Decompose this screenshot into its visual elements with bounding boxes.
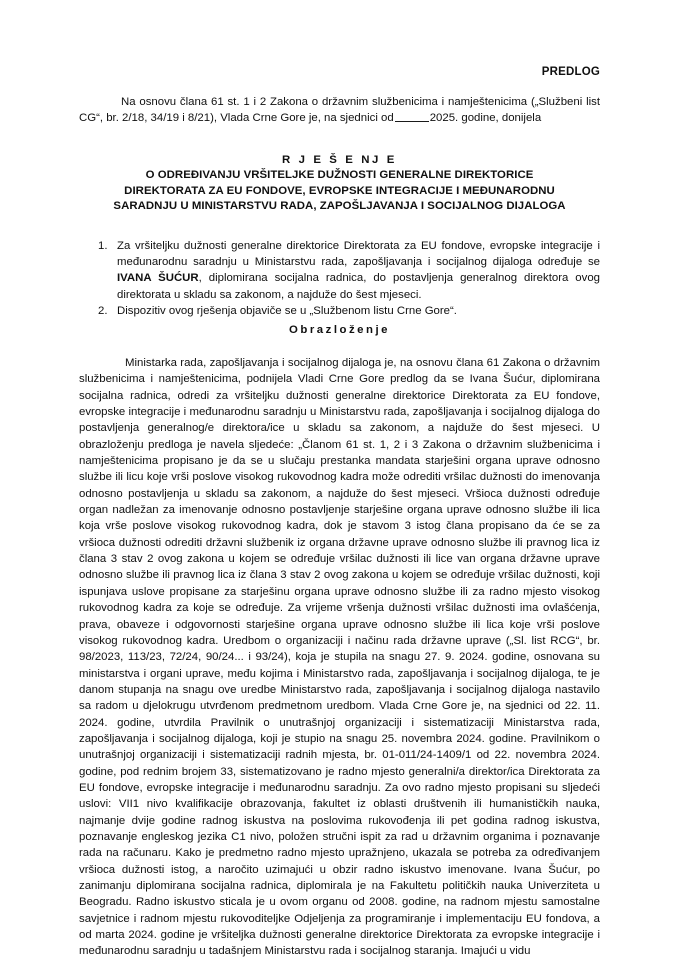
date-blank-fill-in xyxy=(395,121,429,122)
list-item-body: Dispozitiv ovog rješenja objaviče se u „Službenom listu Crne Gore“. xyxy=(117,304,457,317)
preamble-text-part-1: Na osnovu člana 61 st. 1 i 2 Zakona o državnim službenicima i namještenicima („Službeni list CG“, br. 2/18, 34/19 i 8/21), Vlada Crne Gore je, na sjednici od xyxy=(79,96,600,125)
decree-title-line-3: SARADNJU U MINISTARSTVU RADA, ZAPOŠLJAVANJA I SOCIJALNOG DIJALOGA xyxy=(113,200,566,213)
list-item-text-after-name: , diplomirana socijalna radnica, do postavljenja generalnog direktora ovog direktorata u skladu sa zakonom, a najduže do šest mjeseci. xyxy=(117,272,600,301)
document-header-label: PREDLOG xyxy=(541,66,600,78)
list-item xyxy=(79,238,600,303)
explanation-heading: Obrazloženje xyxy=(289,324,390,336)
decision-list xyxy=(79,238,600,319)
appointee-name: IVANA ŠUĆUR xyxy=(117,272,199,285)
list-item-text-before-name: Za vršiteljku dužnosti generalne direktorice Direktorata za EU fondove, evropske integracije i međunarodnu saradnju u Ministarstvu rada, zapošljavanja i socijalnog dijaloga određuje se xyxy=(117,240,600,269)
explanation-body-paragraph: Ministarka rada, zapošljavanja i socijalnog dijaloga je, na osnovu člana 61 Zakona o državnim službenicima i namještenicima, podnijela Vladi Crne Gore predlog da se Ivana Šućur, diplomirana socijalna radnica, odredi za vršiteljku dužnosti generalne direktorice Direktorata za EU fondove, evropske integracije i međunarodnu saradnju u Ministarstvu rada, zapošljavanja i socijalnog dijaloga do postavljenja generalnog/e direktora/ice u skladu sa zakonom, a najduže do šest mjeseci. U obrazloženju predloga je navela sljedeće: „Članom 61 st. 1, 2 i 3 Zakona o državnim službenicima i namještenicima propisano je da se u slučaju prestanka mandata starješini organa uprave odnosno službe ili licu koje vrši poslove visokog rukovodnog kadra može odrediti vršilac dužnosti do imenovanja odnosno postavljenja u skladu sa zakonom, a najduže do šest mjeseci. Vršioca dužnosti određuje organ nadležan za imenovanje odnosno postavljenje starješine organa uprave odnosno službe ili lica koja vrše poslove visokog rukovodnog kadra, dok je stavom 3 istog člana propisano da će se za vršioca dužnosti odrediti državni službenik iz organa državne uprave odnosno službe ili pravnog lica iz člana 3 stav 2 ovog zakona u kojem se određuje vršilac dužnosti ili lice van organa državne uprave odnosno službe ili pravnog lica iz člana 3 stav 2 ovog zakona u kojem se određuje vršilac dužnosti, koji ispunjava uslove propisane za starješinu organa uprave odnosno službe ili za radno mjesto visokog rukovodnog kadra za koje se određuje. Za vrijeme vršenja dužnosti vršilac dužnosti ima ovlašćenja, prava, obaveze i odgovornosti starješine organa uprave odnosno službe ili lica koje vrši poslove visokog rukovodnog kadra. Uredbom o organizaciji i načinu rada državne uprave („Sl. list RCG“, br. 98/2023, 113/23, 72/24, 90/24... i 93/24), koja je stupila na snagu 27. 9. 2024. godine, osnovana su ministarstva i organi uprave, među kojima i Ministarstvo rada, zapošljavanja i socijalnog dijaloga, te je danom stupanja na snagu ove uredbe Ministarstvo rada, zapošljavanja i socijalnog dijaloga nastavilo sa radom u djelokrugu utvrđenom predmetnom uredbom. Vlada Crne Gore je, na sjednici od 22. 11. 2024. godine, utvrdila Pravilnik o unutrašnjoj organizaciji i sistematizaciji Ministarstva rada, zapošljavanja i socijalnog dijaloga, koji je stupio na snagu 25. novembra 2024. godine. Pravilnikom o unutrašnjoj organizaciji i sistematizaciji radnih mjesta, br. 01-011/24-1409/1 od 22. novembra 2024. godine, pod rednim brojem 33, sistematizovano je radno mjesto generalni/a direktor/ica Direktorata za EU fondove, evropske integracije i međunarodnu saradnju. Za ovo radno mjesto propisani su sljedeći uslovi: VII1 nivo kvalifikacije obrazovanja, fakultet iz oblasti društvenih ili humanističkih nauka, najmanje dvije godine radnog iskustva na poslovima rukovođenja ili pet godina radnog iskustva, poznavanje engleskog jezika C1 nivo, položen stručni ispit za rad u državnim organima i poznavanje rada na računaru. Kako je predmetno radno mjesto upražnjeno, ukazala se potreba za određivanjem vršioca dužnosti istog, a naročito uzimajući u obzir radno iskustvo imenovane. Ivana Šućur, po zanimanju diplomirana socijalna radnica, diplomirala je na Fakultetu političkih nauka Univerziteta u Beogradu. Radno iskustvo sticala je u ovom organu od 2008. godine, na radnom mjestu samostalne savjetnice i radnom mjestu rukovoditeljke Odjeljenja za programiranje i implementaciju EU fondova, a od marta 2024. godine je vršiteljka dužnosti generalne direktorice Direktorata za evropske integracije i međunarodnu saradnju u tadašnjem Ministarstvu rada i socijalnog staranja. Imajući u vidu xyxy=(79,357,600,958)
decree-title-line-1: O ODREĐIVANJU VRŠITELJKE DUŽNOSTI GENERALNE DIREKTORICE xyxy=(145,169,534,182)
list-item xyxy=(79,303,600,319)
list-item-marker: 1. xyxy=(98,240,108,252)
decree-title-line-2: DIREKTORATA ZA EU FONDOVE, EVROPSKE INTEGRACIJE I MEĐUNARODNU xyxy=(124,184,555,197)
list-item-marker: 2. xyxy=(98,304,108,317)
decree-type-heading: R J E Š E NJ E xyxy=(282,154,397,166)
preamble-paragraph xyxy=(79,94,600,126)
list-item-body xyxy=(117,238,600,303)
preamble-text-part-2: 2025. godine, donijela xyxy=(429,112,542,125)
decree-title-block xyxy=(64,153,615,215)
